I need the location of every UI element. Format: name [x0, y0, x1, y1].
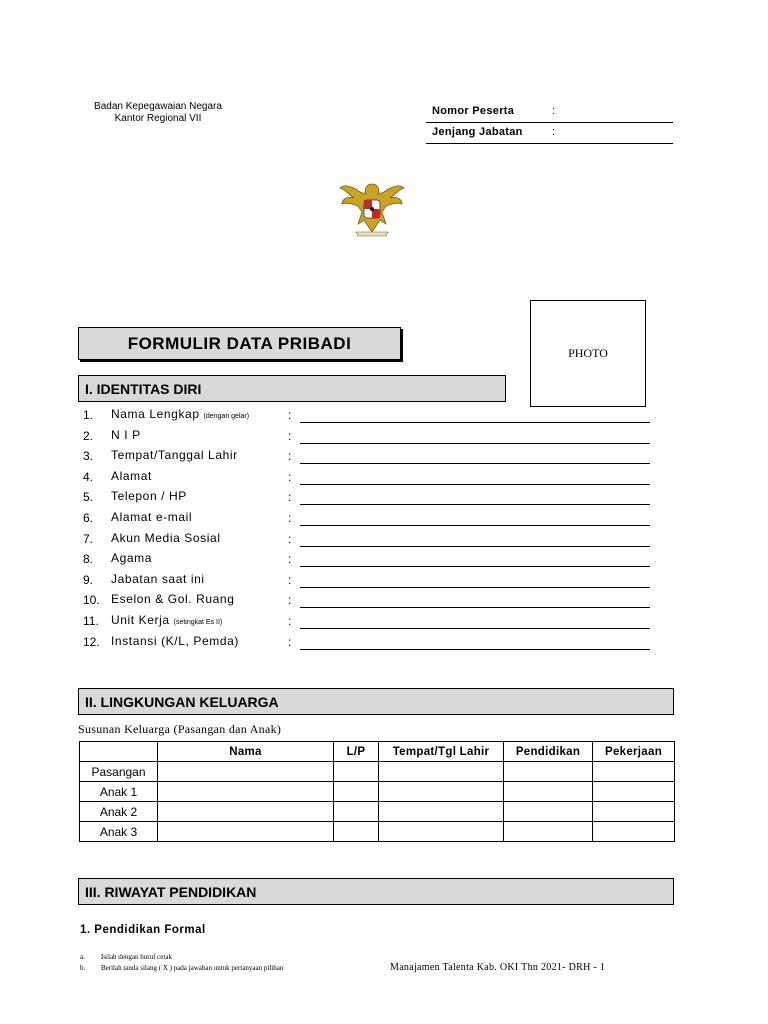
field-label [111, 489, 187, 503]
table-cell-input[interactable] [593, 782, 675, 802]
field-label-text: Nama Lengkap [111, 407, 200, 421]
field-input-line[interactable] [300, 422, 650, 423]
field-number: 8. [83, 552, 94, 567]
table-cell-input[interactable] [504, 782, 593, 802]
field-colon: : [288, 634, 292, 649]
photo-box[interactable] [530, 300, 646, 407]
note-key: a. [80, 953, 85, 961]
jenjang-jabatan-value: : [552, 126, 556, 138]
table-cell-input[interactable] [158, 782, 334, 802]
column-header-pendidikan: Pendidikan [504, 742, 593, 762]
photo-label: PHOTO [568, 346, 608, 360]
identity-field-row[interactable] [78, 633, 650, 653]
field-input-line[interactable] [300, 587, 650, 588]
field-label [111, 448, 238, 462]
field-label [111, 469, 152, 483]
table-cell-input[interactable] [158, 802, 334, 822]
field-colon: : [288, 511, 292, 525]
field-input-line[interactable] [300, 649, 650, 650]
table-cell-input[interactable] [504, 762, 593, 782]
field-input-line[interactable] [300, 607, 650, 608]
field-input-line[interactable] [300, 628, 650, 629]
field-number: 2. [83, 428, 94, 443]
field-number: 4. [83, 469, 94, 484]
jenjang-jabatan-label: Jenjang Jabatan [432, 126, 523, 138]
field-label-text: Akun Media Sosial [111, 530, 221, 545]
field-label [111, 531, 221, 545]
field-label-note: (setingkat Es II) [173, 619, 223, 626]
table-cell-input[interactable] [379, 782, 504, 802]
field-number: 10. [83, 593, 100, 608]
jenjang-jabatan-field[interactable] [426, 123, 673, 144]
field-label [111, 634, 239, 648]
row-label: Anak 3 [80, 822, 158, 842]
column-header-lp: L/P [334, 742, 379, 762]
identity-field-row[interactable] [78, 571, 650, 591]
field-input-line[interactable] [300, 546, 650, 547]
garuda-emblem-icon [338, 178, 406, 240]
section-lingkungan-keluarga: II. LINGKUNGAN KELUARGA [78, 688, 674, 715]
field-number: 12. [83, 634, 100, 649]
table-cell-input[interactable] [158, 762, 334, 782]
field-label-text: Alamat [111, 468, 152, 483]
note-a [80, 953, 172, 961]
column-header [80, 742, 158, 762]
family-table [79, 741, 675, 842]
family-table-header [80, 742, 675, 762]
column-header-nama: Nama [158, 742, 334, 762]
table-cell-input[interactable] [379, 762, 504, 782]
identity-field-row[interactable] [78, 427, 650, 447]
table-cell-input[interactable] [334, 762, 379, 782]
field-label-text: Instansi (K/L, Pemda) [111, 633, 239, 648]
field-colon: : [288, 552, 292, 567]
field-label [111, 572, 205, 586]
field-label-text: Tempat/Tanggal Lahir [111, 448, 238, 463]
form-title: FORMULIR DATA PRIBADI [78, 327, 401, 360]
row-label: Anak 2 [80, 802, 158, 822]
family-table-subtitle: Susunan Keluarga (Pasangan dan Anak) [78, 722, 282, 736]
field-colon: : [288, 572, 292, 587]
table-cell-input[interactable] [334, 802, 379, 822]
identity-field-row[interactable] [78, 468, 650, 488]
table-cell-input[interactable] [379, 802, 504, 822]
pendidikan-formal-heading: 1. Pendidikan Formal [80, 924, 206, 936]
field-label-text: Telepon / HP [111, 489, 187, 504]
table-cell-input[interactable] [379, 822, 504, 842]
identity-field-row[interactable] [78, 488, 650, 508]
identity-field-row[interactable] [78, 447, 650, 467]
identity-field-row[interactable] [78, 509, 650, 529]
table-cell-input[interactable] [334, 782, 379, 802]
table-cell-input[interactable] [504, 822, 593, 842]
table-row [80, 802, 675, 822]
identity-field-row[interactable] [78, 591, 650, 611]
field-number: 6. [83, 511, 94, 525]
field-colon: : [288, 408, 292, 422]
note-text: Isilah dengan huruf cetak [101, 953, 172, 961]
table-cell-input[interactable] [593, 822, 675, 842]
field-input-line[interactable] [300, 463, 650, 464]
nomor-peserta-label: Nomor Peserta [432, 105, 515, 117]
table-cell-input[interactable] [158, 822, 334, 842]
field-colon: : [288, 593, 292, 608]
field-label [111, 613, 222, 627]
field-input-line[interactable] [300, 443, 650, 444]
field-number: 1. [83, 408, 94, 422]
field-colon: : [288, 428, 292, 443]
agency-name [92, 101, 224, 125]
field-number: 9. [83, 572, 94, 587]
field-colon: : [288, 469, 292, 484]
field-label-text: N I P [111, 427, 141, 442]
field-label-text: Unit Kerja [111, 613, 170, 627]
field-number: 7. [83, 531, 94, 546]
field-input-line[interactable] [300, 525, 650, 526]
table-cell-input[interactable] [504, 802, 593, 822]
table-row [80, 782, 675, 802]
field-colon: : [288, 614, 292, 628]
field-label-text: Jabatan saat ini [111, 571, 205, 586]
identity-field-row[interactable] [78, 406, 650, 426]
field-number: 11. [83, 614, 99, 628]
identity-field-row[interactable] [78, 550, 650, 570]
row-label: Pasangan [80, 762, 158, 782]
row-label: Anak 1 [80, 782, 158, 802]
table-cell-input[interactable] [334, 822, 379, 842]
note-b [80, 964, 283, 972]
field-label-text: Agama [111, 551, 153, 566]
field-label-text: Eselon & Gol. Ruang [111, 592, 235, 607]
note-text: Berilah tanda silang ( X ) pada jawaban untuk pertanyaan pilihan [101, 964, 284, 972]
field-label [111, 510, 192, 524]
section-identitas-diri: I. IDENTITAS DIRI [78, 375, 506, 402]
nomor-peserta-value: : [552, 105, 556, 117]
table-row [80, 762, 675, 782]
field-input-line[interactable] [300, 566, 650, 567]
table-cell-input[interactable] [593, 802, 675, 822]
identity-field-row[interactable] [78, 612, 650, 632]
field-label-note: (dengan gelar) [203, 413, 250, 420]
field-colon: : [288, 490, 292, 505]
table-cell-input[interactable] [593, 762, 675, 782]
field-label [111, 428, 141, 442]
field-number: 3. [83, 449, 94, 464]
note-key: b. [80, 964, 86, 972]
field-label-text: Alamat e-mail [111, 510, 193, 524]
field-number: 5. [83, 490, 94, 505]
page-footer: Manajamen Talenta Kab. OKI Thn 2021- DRH - 1 [390, 962, 606, 973]
field-input-line[interactable] [300, 484, 650, 485]
field-label [111, 592, 234, 606]
table-row [80, 822, 675, 842]
field-colon: : [288, 449, 292, 464]
column-header-pekerjaan: Pekerjaan [593, 742, 675, 762]
section-riwayat-pendidikan: III. RIWAYAT PENDIDIKAN [78, 878, 674, 905]
agency-line-2: Kantor Regional VII [114, 113, 202, 124]
field-label [111, 551, 152, 565]
column-header-tempat-tgl-lahir: Tempat/Tgl Lahir [379, 742, 504, 762]
nomor-peserta-field[interactable] [426, 102, 673, 123]
agency-line-1: Badan Kepegawaian Negara [94, 101, 222, 112]
field-label [111, 407, 249, 421]
identity-field-row[interactable] [78, 530, 650, 550]
field-colon: : [288, 531, 292, 546]
field-input-line[interactable] [300, 504, 650, 505]
